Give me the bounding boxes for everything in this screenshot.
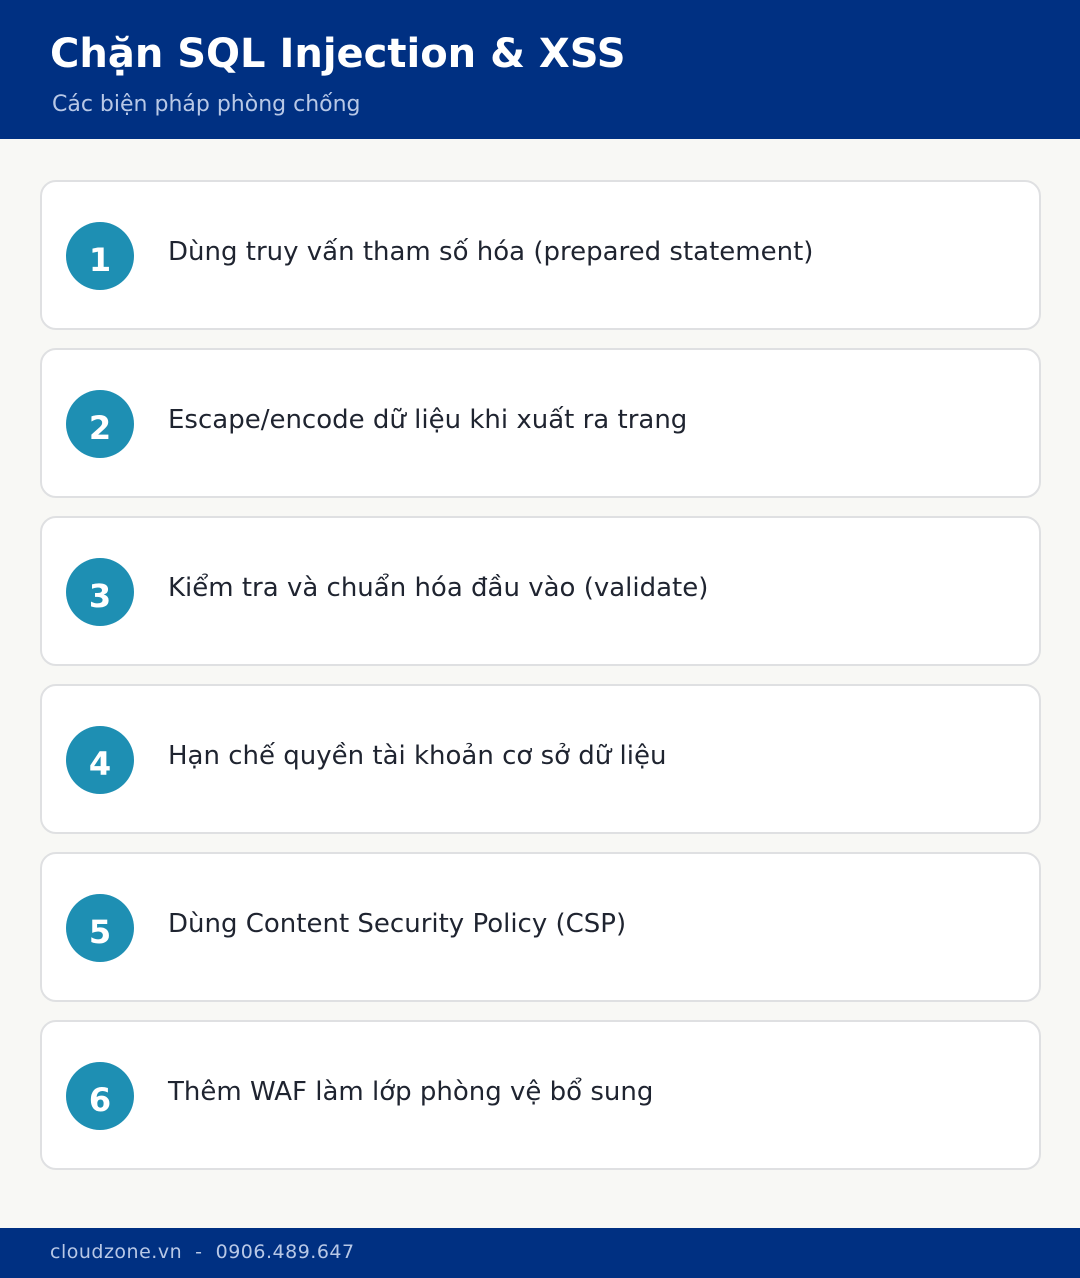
footer-contact: cloudzone.vn - 0906.489.647	[50, 1241, 355, 1263]
list-item-text: Thêm WAF làm lớp phòng vệ bổ sung	[168, 1077, 654, 1107]
page-subtitle: Các biện pháp phòng chống	[52, 92, 361, 117]
list-item	[40, 348, 1041, 498]
step-number-badge: 1	[66, 222, 134, 290]
footer-bar	[0, 1228, 1080, 1278]
list-item	[40, 516, 1041, 666]
header-banner	[0, 0, 1080, 139]
list-item-text: Hạn chế quyền tài khoản cơ sở dữ liệu	[168, 741, 667, 771]
list-item	[40, 1020, 1041, 1170]
list-item-text: Escape/encode dữ liệu khi xuất ra trang	[168, 405, 688, 435]
list-item	[40, 180, 1041, 330]
page-title: Chặn SQL Injection & XSS	[50, 31, 626, 77]
step-number-badge: 6	[66, 1062, 134, 1130]
step-number-badge: 3	[66, 558, 134, 626]
list-item-text: Dùng truy vấn tham số hóa (prepared statement)	[168, 237, 814, 267]
step-number-badge: 5	[66, 894, 134, 962]
measures-list	[40, 180, 1041, 1188]
list-item-text: Dùng Content Security Policy (CSP)	[168, 909, 627, 939]
list-item	[40, 852, 1041, 1002]
step-number-badge: 2	[66, 390, 134, 458]
list-item-text: Kiểm tra và chuẩn hóa đầu vào (validate)	[168, 573, 709, 603]
step-number-badge: 4	[66, 726, 134, 794]
list-item	[40, 684, 1041, 834]
